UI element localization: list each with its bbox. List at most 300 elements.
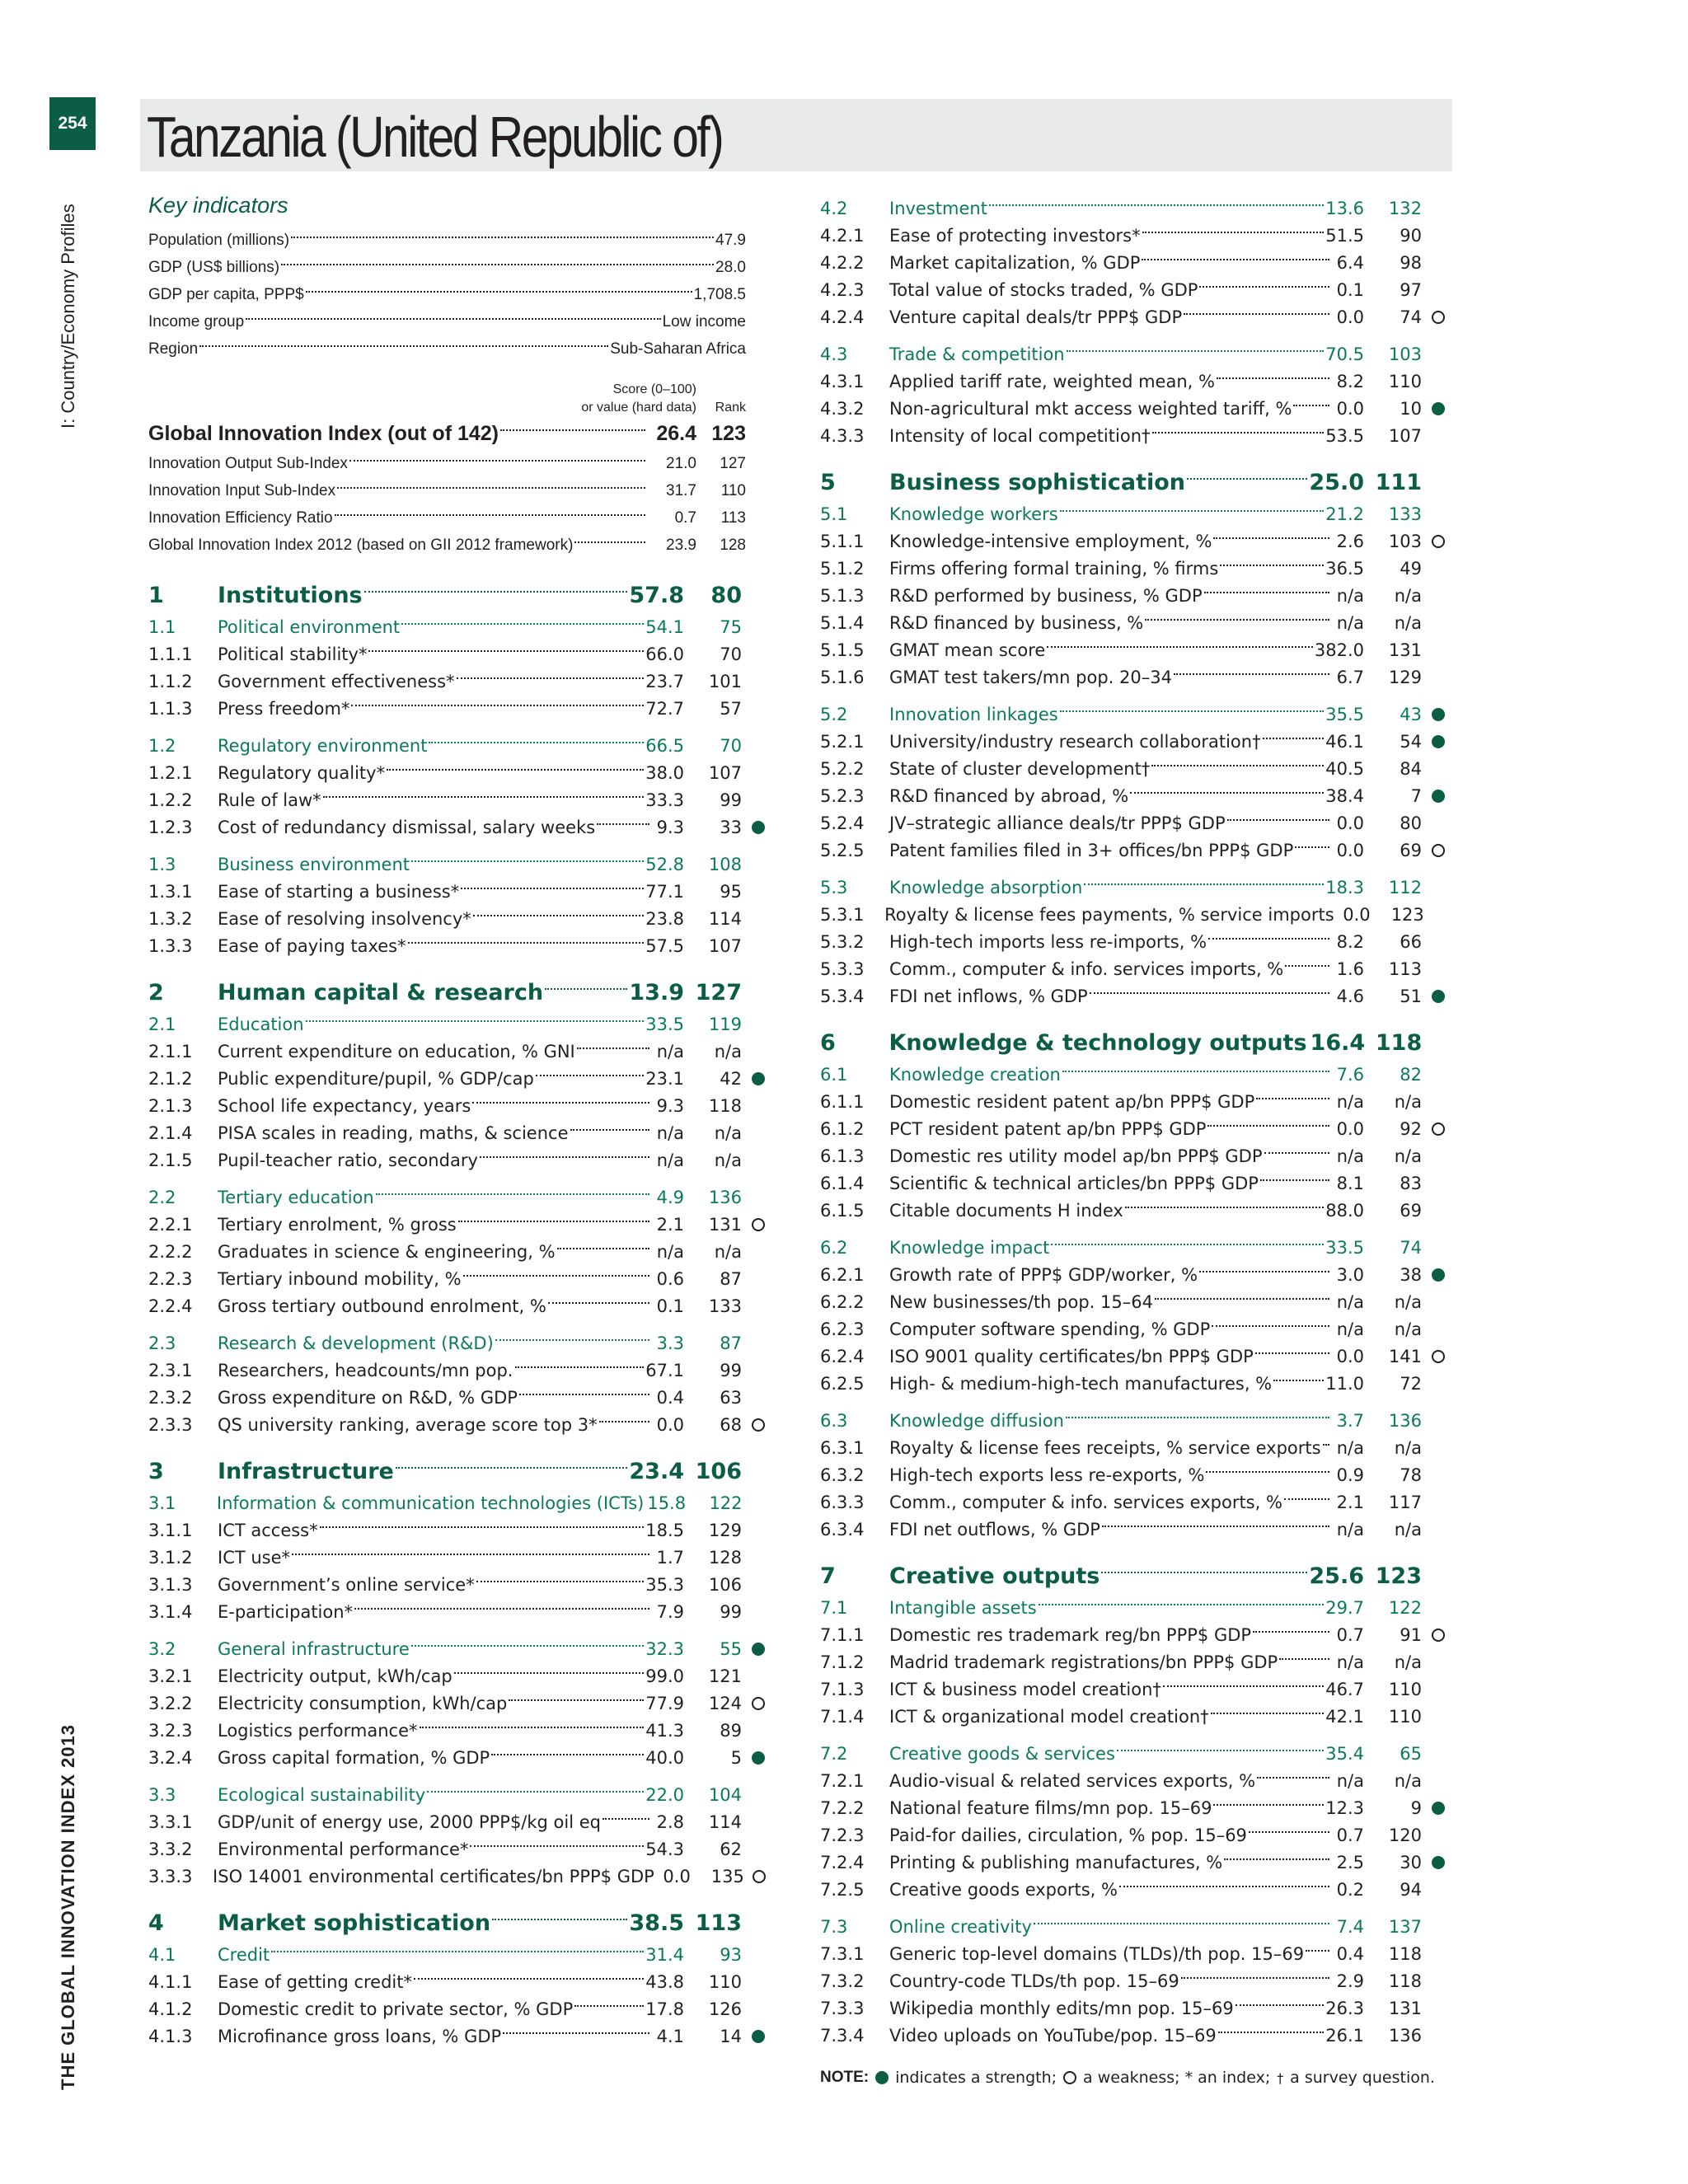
indicator-label: University/industry research collaboration† (889, 731, 1261, 752)
indicator-label: GMAT mean score (889, 640, 1046, 660)
indicator-row (820, 636, 1455, 663)
dot-leader (1293, 405, 1329, 406)
dot-leader (1211, 1713, 1325, 1714)
indicator-label: Logistics performance* (218, 1720, 418, 1741)
indicator-row (820, 1821, 1455, 1849)
indicator-label: Ease of paying taxes* (218, 935, 406, 956)
indicator-rank: 113 (1388, 958, 1422, 979)
dot-leader (199, 345, 608, 347)
dot-leader (1152, 432, 1325, 434)
indicator-score: 2.1 (656, 1214, 684, 1235)
indicator-row (148, 1717, 775, 1744)
indicator-row (820, 1370, 1455, 1397)
weakness-dot-icon (752, 1218, 765, 1231)
indicator-label: Electricity output, kWh/cap (218, 1666, 452, 1686)
indicator-score: 33.3 (645, 790, 684, 810)
dot-leader (1236, 2004, 1324, 2006)
key-indicators (148, 193, 746, 363)
dot-leader (1263, 738, 1325, 739)
indicator-label: Ease of starting a business* (218, 881, 460, 902)
indicator-label: ISO 14001 environmental certificates/bn PPP$ GDP (213, 1866, 654, 1886)
gii-label: Innovation Output Sub-Index (148, 454, 348, 472)
dot-leader (354, 1608, 649, 1610)
indicator-score: n/a (656, 1241, 684, 1262)
indicator-row (820, 1994, 1455, 2022)
indicator-row (148, 905, 775, 932)
indicator-label: Investment (889, 198, 987, 218)
indicator-code: 1.3.2 (148, 908, 193, 929)
dot-leader (1184, 313, 1329, 315)
indicator-label: Innovation linkages (889, 704, 1058, 724)
indicator-code: 6.1.5 (820, 1200, 865, 1221)
indicator-score: n/a (1336, 1291, 1364, 1312)
spacer (820, 1543, 1455, 1558)
dot-leader (408, 942, 645, 944)
indicator-score: 9.3 (656, 1095, 684, 1116)
indicator-label: Public expenditure/pupil, % GDP/cap (218, 1068, 534, 1089)
indicator-code: 1.3.1 (148, 881, 193, 902)
dot-leader (1090, 992, 1329, 994)
indicator-label: Press freedom* (218, 698, 350, 719)
indicator-rank: 7 (1410, 785, 1422, 806)
dot-leader (1060, 710, 1325, 712)
dot-leader (548, 1302, 649, 1304)
dot-leader (545, 988, 627, 990)
side-label-bottom: THE GLOBAL INNOVATION INDEX 2013 (58, 1724, 78, 2090)
dot-leader (320, 1526, 645, 1528)
status-cell (1422, 1856, 1455, 1869)
indicator-score: 9.3 (656, 817, 684, 837)
dot-leader (463, 1275, 649, 1277)
dot-leader (349, 460, 645, 462)
dot-leader (457, 677, 645, 679)
indicator-label: R&D financed by business, % (889, 612, 1144, 633)
dot-leader (480, 1156, 649, 1158)
indicator-rank: 127 (695, 979, 742, 1005)
indicator-code: 6.1.4 (820, 1173, 865, 1193)
indicator-rank: 93 (720, 1944, 742, 1965)
dot-leader (574, 2005, 644, 2007)
indicator-score: 54.1 (645, 616, 684, 637)
indicator-label: Creative goods & services (889, 1743, 1115, 1764)
indicator-label: Domestic resident patent ap/bn PPP$ GDP (889, 1091, 1255, 1112)
indicator-label: Trade & competition (889, 344, 1065, 364)
page-title: Tanzania (United Republic of) (147, 105, 723, 169)
dot-leader (1062, 1071, 1329, 1072)
indicator-score: 51.5 (1325, 225, 1364, 246)
indicator-score: 66.5 (645, 735, 684, 756)
indicator-row (820, 527, 1455, 555)
indicator-label: Researchers, headcounts/mn pop. (218, 1360, 513, 1380)
indicator-score: 0.0 (1336, 1118, 1364, 1139)
dot-leader (1204, 592, 1329, 593)
indicator-code: 3.2.1 (148, 1666, 193, 1686)
indicator-row (820, 782, 1455, 809)
indicator-row (148, 1119, 775, 1146)
indicator-label: Video uploads on YouTube/pop. 15–69 (889, 2025, 1217, 2046)
status-cell (1422, 844, 1455, 857)
indicator-rank: n/a (1394, 1437, 1422, 1458)
dot-leader (495, 1339, 649, 1341)
dot-leader (376, 1193, 649, 1195)
indicator-label: Ecological sustainability (218, 1784, 426, 1805)
indicator-score: 0.0 (1336, 813, 1364, 833)
dot-leader (1119, 1886, 1329, 1887)
status-cell (1422, 402, 1455, 415)
dot-leader (1034, 1923, 1329, 1924)
indicator-rank: 128 (708, 1547, 742, 1568)
dot-leader (306, 291, 692, 293)
dot-leader (1155, 1298, 1329, 1300)
indicator-code: 5.1.2 (820, 558, 865, 579)
indicator-code: 6.3.4 (820, 1519, 865, 1540)
gii-label: Global Innovation Index 2012 (based on GII 2012 framework) (148, 536, 574, 554)
indicator-score: 52.8 (645, 854, 684, 874)
indicator-code: 6.3.1 (820, 1437, 865, 1458)
indicator-score: 8.2 (1336, 931, 1364, 952)
indicator-score: 3.0 (1336, 1264, 1364, 1285)
indicator-rank: 104 (708, 1784, 742, 1805)
indicator-rank: 122 (709, 1493, 743, 1513)
indicator-rank: 10 (1400, 398, 1422, 419)
status-cell (742, 1751, 775, 1765)
dot-leader (519, 1394, 649, 1395)
indicator-score: 0.1 (1336, 279, 1364, 300)
title-bar (140, 99, 1452, 171)
indicator-label: Knowledge diffusion (889, 1410, 1064, 1431)
indicator-label: FDI net inflows, % GDP (889, 986, 1088, 1006)
dot-leader (509, 1699, 644, 1701)
indicator-score: 2.8 (656, 1811, 684, 1832)
gii-rank: 110 (720, 481, 746, 499)
indicator-rank: 43 (1400, 704, 1422, 724)
indicator-score: 1.6 (1336, 958, 1364, 979)
indicator-row (820, 1675, 1455, 1703)
indicator-rank: n/a (1394, 585, 1422, 606)
key-indicator-label: GDP per capita, PPP$ (148, 285, 304, 303)
spacer (820, 449, 1455, 464)
indicator-code: 2.1.3 (148, 1095, 193, 1116)
indicator-rank: 38 (1400, 1264, 1422, 1285)
indicator-label: New businesses/th pop. 15–64 (889, 1291, 1153, 1312)
dot-leader (387, 769, 644, 771)
indicator-score: 53.5 (1325, 425, 1364, 446)
strength-dot-icon (752, 1072, 765, 1085)
spacer (148, 1438, 775, 1453)
indicator-code: 3.1 (148, 1493, 176, 1513)
indicator-code: 4 (148, 1910, 164, 1936)
indicator-label: Patent families filed in 3+ offices/bn PPP$ GDP (889, 840, 1294, 860)
indicator-code: 7.2.5 (820, 1879, 865, 1900)
indicator-rank: 54 (1400, 731, 1422, 752)
indicator-label: High- & medium-high-tech manufactures, % (889, 1373, 1273, 1394)
indicator-rank: 120 (1388, 1825, 1422, 1845)
indicator-score: 12.3 (1325, 1797, 1364, 1818)
note-label: NOTE: (820, 2069, 870, 2086)
weakness-dot-icon (1432, 1629, 1445, 1642)
indicator-row (148, 1357, 775, 1384)
dot-leader (411, 860, 644, 862)
indicator-rank: 122 (1388, 1597, 1422, 1618)
dot-leader (1051, 1244, 1324, 1245)
indicator-score: 0.0 (1343, 904, 1371, 925)
strength-dot-icon (1432, 1268, 1445, 1282)
indicator-row (820, 1197, 1455, 1224)
indicator-score: n/a (656, 1122, 684, 1143)
dot-leader (1039, 1604, 1325, 1605)
indicator-score: 2.1 (1336, 1492, 1364, 1512)
indicator-score: 26.3 (1325, 1998, 1364, 2018)
indicator-label: Growth rate of PPP$ GDP/worker, % (889, 1264, 1198, 1285)
indicator-code: 1.1.3 (148, 698, 193, 719)
indicator-score: n/a (1336, 1519, 1364, 1540)
dot-leader (989, 204, 1324, 206)
indicator-rank: 103 (1388, 344, 1422, 364)
left-column (148, 577, 775, 2050)
indicator-label: General infrastructure (218, 1638, 410, 1659)
indicator-score: 26.1 (1325, 2025, 1364, 2046)
indicator-row (820, 555, 1455, 582)
indicator-score: 57.5 (645, 935, 684, 956)
indicator-code: 5.1.5 (820, 640, 865, 660)
indicator-score: n/a (1336, 585, 1364, 606)
status-cell (1422, 311, 1455, 324)
indicator-score: n/a (1336, 1091, 1364, 1112)
indicator-rank: 62 (720, 1839, 742, 1859)
indicator-rank: n/a (1394, 1291, 1422, 1312)
indicator-row (820, 1703, 1455, 1730)
indicator-code: 3.1.3 (148, 1574, 193, 1595)
indicator-code: 7 (820, 1563, 836, 1589)
indicator-rank: 84 (1400, 758, 1422, 779)
indicator-rank: 98 (1400, 252, 1422, 273)
subpillar-row (148, 732, 775, 759)
weakness-dot-icon (1432, 311, 1445, 324)
spacer (820, 1397, 1455, 1407)
dot-leader (396, 1467, 628, 1469)
gii-summary (148, 381, 746, 559)
spacer (148, 841, 775, 851)
indicator-row (820, 837, 1455, 864)
indicator-rank: 121 (708, 1666, 742, 1686)
subpillar-row (820, 1913, 1455, 1940)
indicator-rank: 49 (1400, 558, 1422, 579)
indicator-row (148, 1065, 775, 1092)
indicator-row (148, 786, 775, 813)
dot-leader (1249, 1831, 1329, 1833)
indicator-code: 4.2.4 (820, 307, 865, 327)
indicator-score: 66.0 (645, 644, 684, 664)
spacer (820, 1730, 1455, 1740)
indicator-score: 46.1 (1325, 731, 1364, 752)
indicator-label: Ease of protecting investors* (889, 225, 1141, 246)
indicator-score: 11.0 (1325, 1373, 1364, 1394)
indicator-label: Intangible assets (889, 1597, 1037, 1618)
indicator-label: Credit (218, 1944, 270, 1965)
indicator-score: 35.5 (1325, 704, 1364, 724)
weakness-dot-icon (752, 1418, 765, 1432)
indicator-code: 7.1 (820, 1597, 848, 1618)
indicator-code: 2.3.3 (148, 1414, 193, 1435)
subpillar-row (148, 1183, 775, 1211)
indicator-score: 38.4 (1325, 785, 1364, 806)
status-cell (742, 1218, 775, 1231)
indicator-rank: 94 (1400, 1879, 1422, 1900)
subpillar-row (820, 500, 1455, 527)
dot-leader (1060, 510, 1325, 512)
dot-leader (536, 1075, 644, 1076)
status-cell (1422, 1350, 1455, 1363)
indicator-rank: 136 (1388, 2025, 1422, 2046)
indicator-rank: 42 (720, 1068, 742, 1089)
indicator-code: 7.2 (820, 1743, 848, 1764)
indicator-label: E-participation* (218, 1601, 354, 1622)
indicator-score: n/a (1336, 1437, 1364, 1458)
indicator-label: Ease of resolving insolvency* (218, 908, 471, 929)
indicator-row (820, 1940, 1455, 1967)
indicator-score: 2.5 (1336, 1852, 1364, 1872)
indicator-score: 33.5 (1325, 1237, 1364, 1258)
indicator-code: 5.2 (820, 704, 848, 724)
gii-value: 31.7 (666, 481, 696, 499)
indicator-label: Information & communication technologies (ICTs) (216, 1493, 645, 1513)
subpillar-row (148, 1489, 775, 1516)
indicator-score: 7.6 (1336, 1064, 1364, 1085)
indicator-rank: 91 (1400, 1624, 1422, 1645)
indicator-label: Madrid trademark registrations/bn PPP$ GDP (889, 1652, 1278, 1672)
indicator-label: Knowledge-intensive employment, % (889, 531, 1212, 551)
indicator-row (820, 1315, 1455, 1343)
subpillar-row (148, 1010, 775, 1038)
key-indicator-label: Income group (148, 312, 245, 330)
indicator-label: QS university ranking, average score top 3* (218, 1414, 598, 1435)
key-indicators-title: Key indicators (148, 193, 288, 218)
indicator-score: 35.4 (1325, 1743, 1364, 1764)
indicator-row (820, 1516, 1455, 1543)
strength-dot-icon (1432, 1802, 1445, 1815)
indicator-rank: 101 (708, 671, 742, 691)
indicator-label: Regulatory environment (218, 735, 428, 756)
weakness-dot-icon (752, 1697, 765, 1710)
indicator-row (820, 1169, 1455, 1197)
indicator-score: 22.0 (645, 1784, 684, 1805)
status-cell (742, 1418, 775, 1432)
indicator-code: 2.2.3 (148, 1268, 193, 1289)
subpillar-row (820, 1407, 1455, 1434)
indicator-label: Political stability* (218, 644, 368, 664)
indicator-label: Tertiary enrolment, % gross (218, 1214, 457, 1235)
indicator-rank: 69 (1400, 1200, 1422, 1221)
indicator-label: Wikipedia monthly edits/mn pop. 15–69 (889, 1998, 1234, 2018)
indicator-score: 43.8 (645, 1971, 684, 1992)
dot-leader (364, 591, 628, 593)
dot-leader (1218, 2032, 1324, 2033)
dot-leader (577, 1047, 649, 1049)
status-cell (742, 1072, 775, 1085)
dot-leader (351, 705, 644, 706)
indicator-score: 42.1 (1325, 1706, 1364, 1727)
strength-dot-icon (1432, 402, 1445, 415)
indicator-code: 2.2.2 (148, 1241, 193, 1262)
indicator-row (820, 1434, 1455, 1461)
gii-row (148, 504, 746, 532)
indicator-row (148, 1662, 775, 1690)
indicator-rank: 80 (1400, 813, 1422, 833)
indicator-rank: 5 (730, 1747, 742, 1768)
indicator-code: 7.1.4 (820, 1706, 865, 1727)
pillar-row (820, 464, 1455, 500)
indicator-rank: 110 (1388, 371, 1422, 391)
dot-leader (557, 1248, 649, 1249)
subpillar-row (148, 1781, 775, 1808)
indicator-code: 5.3.4 (820, 986, 865, 1006)
indicator-score: n/a (656, 1041, 684, 1062)
indicator-score: 70.5 (1325, 344, 1364, 364)
dot-leader (1142, 232, 1325, 233)
indicator-rank: 114 (708, 908, 742, 929)
status-cell (1422, 990, 1455, 1003)
indicator-label: High-tech exports less re-exports, % (889, 1465, 1205, 1485)
indicator-score: 41.3 (645, 1720, 684, 1741)
subpillar-row (820, 340, 1455, 368)
indicator-label: Computer software spending, % GDP (889, 1319, 1211, 1339)
spacer (820, 1224, 1455, 1234)
dot-leader (1174, 673, 1329, 675)
indicator-score: 0.9 (1336, 1465, 1364, 1485)
indicator-score: n/a (1336, 1770, 1364, 1791)
indicator-score: 18.5 (645, 1520, 684, 1540)
indicator-code: 3.1.1 (148, 1520, 193, 1540)
indicator-rank: 70 (720, 644, 742, 664)
indicator-row (148, 1411, 775, 1438)
indicator-rank: 83 (1400, 1173, 1422, 1193)
indicator-label: Venture capital deals/tr PPP$ GDP (889, 307, 1183, 327)
indicator-code: 6.2.5 (820, 1373, 865, 1394)
indicator-rank: 30 (1400, 1852, 1422, 1872)
score-header-1: Score (0–100) (612, 382, 696, 396)
indicator-row (148, 878, 775, 905)
dot-leader (281, 264, 714, 265)
dot-leader (1101, 1572, 1307, 1573)
indicator-score: n/a (1336, 1652, 1364, 1672)
status-cell (1422, 1629, 1455, 1642)
status-cell (1422, 708, 1455, 721)
indicator-score: 46.7 (1325, 1679, 1364, 1699)
indicator-rank: 124 (708, 1693, 742, 1713)
indicator-rank: 97 (1400, 279, 1422, 300)
indicator-code: 7.2.3 (820, 1825, 865, 1845)
gii-row (148, 477, 746, 504)
indicator-row (148, 1995, 775, 2022)
indicator-label: Gross capital formation, % GDP (218, 1747, 490, 1768)
indicator-code: 1.3.3 (148, 935, 193, 956)
indicator-label: Knowledge & technology outputs (889, 1029, 1307, 1056)
dot-leader (503, 2032, 649, 2034)
indicator-label: Environmental performance* (218, 1839, 469, 1859)
dot-leader (473, 915, 644, 916)
dot-leader (1067, 350, 1325, 352)
indicator-row (820, 1343, 1455, 1370)
indicator-score: 7.9 (656, 1601, 684, 1622)
indicator-score: 23.4 (629, 1458, 684, 1484)
pillar-row (820, 1024, 1455, 1061)
dot-leader (1279, 1658, 1329, 1660)
indicator-code: 1.1.1 (148, 644, 193, 664)
indicator-label: Creative goods exports, % (889, 1879, 1118, 1900)
dot-leader (492, 1919, 627, 1920)
indicator-row (820, 663, 1455, 691)
indicator-label: Comm., computer & info. services exports, % (889, 1492, 1282, 1512)
